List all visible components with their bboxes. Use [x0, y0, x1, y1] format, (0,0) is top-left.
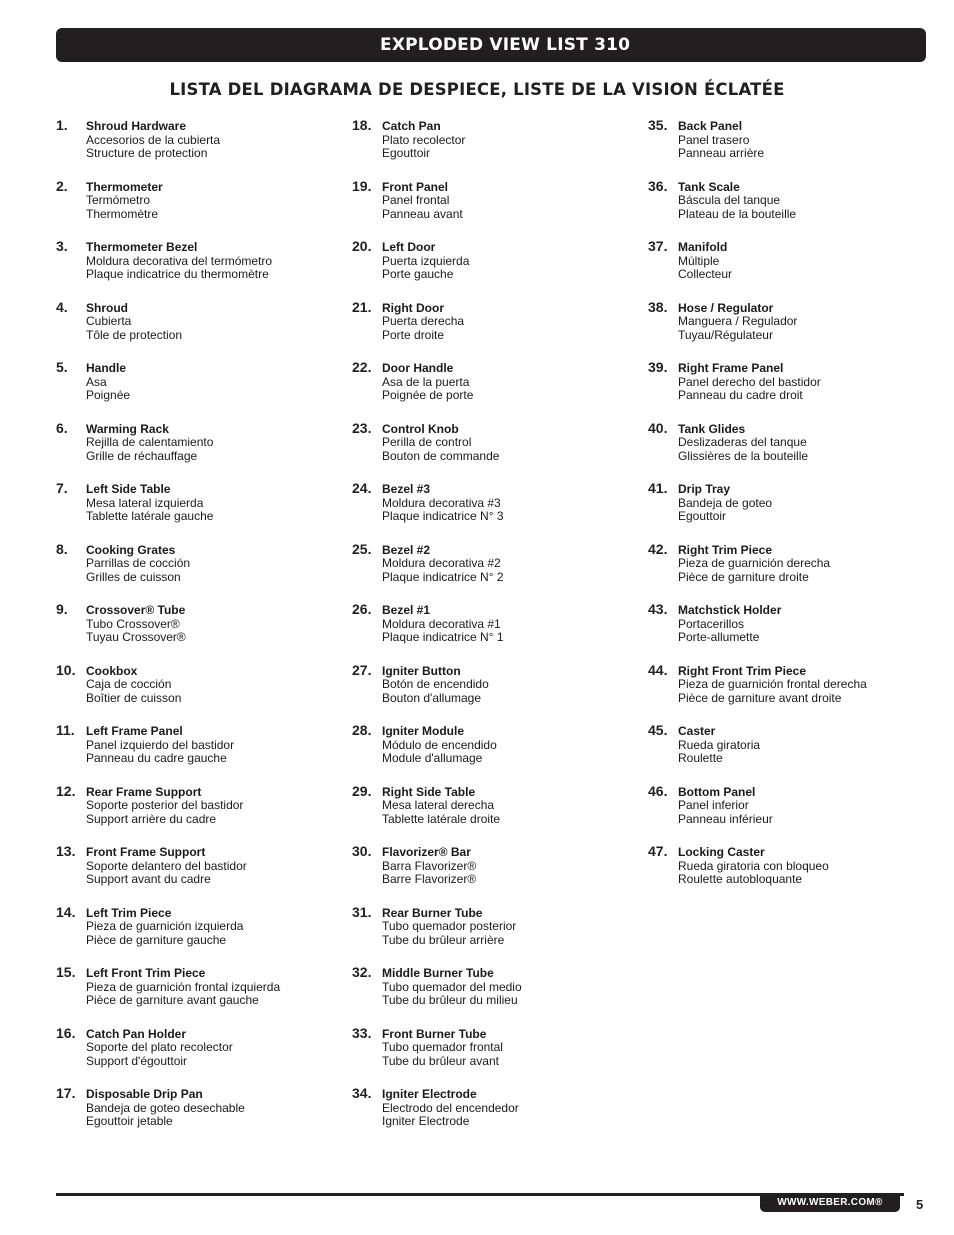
- part-names: [86, 241, 272, 282]
- part-name-fr: Boîtier de cuisson: [86, 690, 182, 705]
- part-name-fr: Egouttoir: [678, 509, 727, 523]
- part-name-es: Bandeja de goteo desechable: [86, 1100, 245, 1115]
- part-names: [678, 786, 773, 827]
- part-name-en: Cooking Grates: [86, 542, 176, 557]
- part-name-fr: Pièce de garniture avant droite: [678, 690, 842, 705]
- part-item: [56, 299, 346, 360]
- part-number: 41.: [648, 480, 668, 496]
- part-names: [382, 665, 489, 706]
- part-number: 14.: [56, 903, 76, 920]
- part-item: [352, 601, 642, 662]
- part-number: 34.: [352, 1085, 372, 1101]
- part-names: [678, 846, 829, 887]
- part-number: 12.: [56, 782, 76, 799]
- part-number: 38.: [648, 298, 668, 315]
- part-name-es: Puerta derecha: [382, 314, 465, 328]
- part-name-en: Thermometer: [86, 179, 163, 194]
- part-name-es: Parrillas de cocción: [86, 556, 191, 570]
- part-name-es: Botón de encendido: [382, 677, 489, 691]
- part-names: [86, 846, 247, 887]
- part-name-es: Tubo quemador posterior: [382, 919, 517, 933]
- part-number: 1.: [56, 117, 68, 133]
- part-number: 6.: [56, 419, 68, 436]
- part-name-fr: Poignée: [86, 388, 131, 402]
- part-name-fr: Tablette latérale gauche: [86, 509, 214, 523]
- part-number: 39.: [648, 359, 668, 375]
- part-name-en: Door Handle: [382, 361, 454, 375]
- part-names: [382, 725, 497, 766]
- part-item: [648, 480, 938, 541]
- part-names: [86, 604, 186, 645]
- part-name-fr: Bouton de commande: [382, 448, 500, 463]
- part-name-en: Left Front Trim Piece: [86, 966, 206, 980]
- part-number: 24.: [352, 480, 372, 496]
- part-number: 42.: [648, 540, 668, 557]
- part-name-es: Barra Flavorizer®: [382, 858, 477, 873]
- part-name-en: Matchstick Holder: [678, 603, 782, 617]
- part-item: [648, 238, 938, 299]
- part-number: 29.: [352, 782, 372, 799]
- part-name-fr: Plaque indicatrice N° 3: [382, 509, 504, 523]
- part-name-fr: Porte-allumette: [678, 630, 760, 644]
- part-name-fr: Tuyau Crossover®: [86, 630, 186, 644]
- part-name-es: Mesa lateral izquierda: [86, 495, 204, 510]
- part-name-en: Front Burner Tube: [382, 1026, 487, 1041]
- part-name-en: Hose / Regulator: [678, 300, 774, 315]
- part-name-en: Bottom Panel: [678, 784, 756, 799]
- part-name-fr: Structure de protection: [86, 146, 208, 160]
- part-names: [678, 302, 797, 343]
- part-number: 19.: [352, 177, 372, 194]
- part-number: 25.: [352, 540, 372, 557]
- part-names: [382, 483, 504, 524]
- part-item: [648, 178, 938, 239]
- part-name-es: Báscula del tanque: [678, 193, 781, 207]
- part-name-en: Drip Tray: [678, 482, 731, 496]
- part-name-en: Disposable Drip Pan: [86, 1087, 203, 1101]
- part-name-en: Thermometer Bezel: [86, 240, 198, 254]
- part-name-en: Handle: [86, 361, 127, 375]
- part-name-es: Moldura decorativa #1: [382, 616, 501, 631]
- part-name-es: Pieza de guarnición izquierda: [86, 919, 244, 933]
- part-name-es: Rejilla de calentamiento: [86, 435, 214, 449]
- part-name-es: Panel frontal: [382, 193, 450, 207]
- part-names: [382, 544, 504, 585]
- part-name-en: Crossover® Tube: [86, 603, 186, 617]
- part-number: 7.: [56, 480, 68, 496]
- part-names: [86, 302, 182, 343]
- part-names: [86, 120, 220, 161]
- part-number: 44.: [648, 661, 668, 678]
- part-name-fr: Igniter Electrode: [382, 1114, 470, 1128]
- part-name-fr: Tablette latérale droite: [382, 811, 501, 826]
- part-item: [648, 783, 938, 844]
- part-number: 17.: [56, 1085, 76, 1101]
- part-item: [56, 359, 346, 420]
- part-name-en: Flavorizer® Bar: [382, 845, 471, 859]
- part-name-fr: Poignée de porte: [382, 388, 474, 402]
- part-names: [382, 181, 463, 222]
- part-name-es: Tubo quemador del medio: [382, 979, 522, 994]
- part-item: [352, 783, 642, 844]
- part-name-es: Moldura decorativa del termómetro: [86, 253, 273, 268]
- part-name-fr: Plaque indicatrice N° 2: [382, 569, 504, 584]
- part-name-fr: Panneau inférieur: [678, 811, 773, 826]
- part-item: [352, 662, 642, 723]
- part-name-en: Middle Burner Tube: [382, 966, 494, 980]
- part-name-es: Mesa lateral derecha: [382, 798, 495, 812]
- part-item: [648, 359, 938, 420]
- part-number: 5.: [56, 359, 68, 375]
- part-name-fr: Collecteur: [678, 267, 733, 281]
- part-name-en: Rear Frame Support: [86, 784, 202, 799]
- part-number: 20.: [352, 238, 372, 254]
- part-names: [86, 181, 163, 222]
- part-item: [648, 299, 938, 360]
- part-name-fr: Pièce de garniture droite: [678, 569, 809, 584]
- part-number: 32.: [352, 964, 372, 980]
- part-item: [352, 238, 642, 299]
- part-number: 16.: [56, 1024, 76, 1041]
- part-name-fr: Tuyau/Régulateur: [678, 327, 773, 342]
- part-name-fr: Tube du brûleur arrière: [382, 932, 505, 947]
- part-names: [382, 786, 500, 827]
- part-item: [352, 359, 642, 420]
- part-name-fr: Tôle de protection: [86, 327, 183, 342]
- part-name-es: Tubo quemador frontal: [382, 1040, 503, 1054]
- part-name-es: Rueda giratoria con bloqueo: [678, 858, 829, 873]
- part-item: [56, 1025, 346, 1086]
- part-number: 43.: [648, 601, 668, 617]
- part-item: [352, 722, 642, 783]
- part-names: [86, 362, 130, 403]
- part-name-en: Right Front Trim Piece: [678, 663, 807, 678]
- part-name-es: Termómetro: [86, 193, 151, 207]
- part-names: [382, 967, 522, 1008]
- part-item: [648, 541, 938, 602]
- part-name-es: Portacerillos: [678, 616, 745, 631]
- part-names: [382, 1088, 519, 1129]
- part-name-fr: Module d'allumage: [382, 751, 483, 765]
- part-name-en: Warming Rack: [86, 421, 169, 436]
- part-name-es: Pieza de guarnición derecha: [678, 556, 831, 570]
- part-names: [382, 241, 469, 282]
- part-number: 31.: [352, 903, 372, 920]
- part-name-en: Cookbox: [86, 663, 138, 678]
- part-name-en: Right Frame Panel: [678, 361, 784, 375]
- part-name-en: Manifold: [678, 240, 728, 254]
- part-name-en: Catch Pan: [382, 119, 441, 133]
- part-name-fr: Pièce de garniture avant gauche: [86, 993, 259, 1007]
- part-number: 37.: [648, 238, 668, 254]
- part-number: 21.: [352, 298, 372, 315]
- part-name-es: Panel inferior: [678, 798, 749, 812]
- part-name-es: Panel izquierdo del bastidor: [86, 737, 235, 752]
- part-name-en: Shroud Hardware: [86, 119, 187, 133]
- part-names: [678, 665, 867, 706]
- part-name-fr: Panneau avant: [382, 206, 463, 221]
- part-names: [678, 483, 772, 524]
- part-item: [56, 783, 346, 844]
- part-item: [56, 480, 346, 541]
- part-number: 9.: [56, 601, 68, 617]
- footer-url-badge[interactable]: [760, 1193, 900, 1212]
- part-name-fr: Grille de réchauffage: [86, 448, 198, 463]
- part-names: [678, 120, 764, 161]
- part-number: 47.: [648, 843, 668, 859]
- part-name-en: Catch Pan Holder: [86, 1026, 187, 1041]
- part-number: 2.: [56, 177, 68, 194]
- part-item: [56, 662, 346, 723]
- part-names: [678, 544, 830, 585]
- part-item: [352, 480, 642, 541]
- part-name-fr: Porte droite: [382, 327, 445, 342]
- part-names: [86, 907, 243, 948]
- part-names: [86, 423, 213, 464]
- part-item: [352, 964, 642, 1025]
- part-name-fr: Support d'égouttoir: [86, 1053, 188, 1068]
- part-number: 35.: [648, 117, 668, 133]
- part-item: [56, 238, 346, 299]
- part-item: [56, 904, 346, 965]
- part-name-en: Shroud: [86, 300, 128, 315]
- part-number: 28.: [352, 722, 372, 738]
- part-name-fr: Plaque indicatrice du thermomètre: [86, 267, 269, 281]
- part-name-en: Left Frame Panel: [86, 724, 183, 738]
- part-name-fr: Roulette autobloquante: [678, 872, 803, 886]
- part-name-es: Panel derecho del bastidor: [678, 374, 821, 389]
- part-item: [56, 178, 346, 239]
- part-name-en: Bezel #3: [382, 482, 431, 496]
- part-names: [86, 967, 280, 1008]
- part-name-es: Pieza de guarnición frontal derecha: [678, 677, 867, 691]
- part-names: [678, 604, 781, 645]
- part-number: 45.: [648, 722, 668, 738]
- part-item: [56, 964, 346, 1025]
- part-name-fr: Plateau de la bouteille: [678, 206, 797, 221]
- part-item: [352, 117, 642, 178]
- part-name-es: Accesorios de la cubierta: [86, 132, 221, 147]
- part-name-es: Bandeja de goteo: [678, 495, 773, 510]
- part-name-en: Bezel #1: [382, 603, 431, 617]
- part-number: 30.: [352, 843, 372, 859]
- part-name-en: Rear Burner Tube: [382, 905, 483, 920]
- part-name-es: Módulo de encendido: [382, 737, 497, 752]
- part-name-fr: Support arrière du cadre: [86, 811, 217, 826]
- part-names: [678, 181, 796, 222]
- part-name-fr: Barre Flavorizer®: [382, 872, 477, 886]
- part-item: [352, 299, 642, 360]
- section-title-bar: [56, 28, 926, 62]
- part-name-es: Perilla de control: [382, 435, 472, 449]
- part-name-fr: Panneau du cadre droit: [678, 388, 803, 402]
- part-item: [56, 1085, 346, 1146]
- part-name-es: Soporte del plato recolector: [86, 1040, 233, 1054]
- part-names: [86, 483, 213, 524]
- page-number: 5: [916, 1197, 924, 1212]
- part-name-es: Electrodo del encendedor: [382, 1100, 519, 1115]
- part-number: 22.: [352, 359, 372, 375]
- part-name-fr: Porte gauche: [382, 267, 454, 281]
- part-name-fr: Egouttoir: [382, 146, 431, 160]
- part-name-es: Plato recolector: [382, 132, 466, 147]
- part-name-fr: Glissières de la bouteille: [678, 448, 809, 463]
- part-name-fr: Pièce de garniture gauche: [86, 932, 227, 947]
- part-name-en: Back Panel: [678, 119, 743, 133]
- part-names: [382, 604, 504, 645]
- parts-column-3: [648, 117, 938, 904]
- part-names: [86, 665, 181, 706]
- part-name-en: Tank Glides: [678, 421, 746, 436]
- part-name-fr: Egouttoir jetable: [86, 1114, 173, 1128]
- part-number: 4.: [56, 298, 68, 315]
- part-name-en: Left Door: [382, 240, 436, 254]
- part-number: 40.: [648, 419, 668, 436]
- part-name-en: Igniter Module: [382, 724, 464, 738]
- part-names: [382, 907, 516, 948]
- part-number: 26.: [352, 601, 372, 617]
- part-names: [86, 544, 190, 585]
- parts-column-1: [56, 117, 346, 1146]
- part-name-fr: Support avant du cadre: [86, 872, 211, 886]
- part-name-es: Cubierta: [86, 314, 132, 328]
- part-item: [56, 541, 346, 602]
- part-item: [352, 1025, 642, 1086]
- part-name-es: Soporte delantero del bastidor: [86, 858, 247, 873]
- part-item: [648, 117, 938, 178]
- footer-url[interactable]: WWW.WEBER.COM®: [777, 1197, 883, 1208]
- part-item: [56, 420, 346, 481]
- part-name-en: Igniter Button: [382, 663, 461, 678]
- part-name-es: Pieza de guarnición frontal izquierda: [86, 979, 281, 994]
- part-number: 8.: [56, 540, 68, 557]
- part-name-fr: Grilles de cuisson: [86, 569, 181, 584]
- part-names: [678, 241, 732, 282]
- part-name-en: Left Side Table: [86, 482, 171, 496]
- part-names: [86, 786, 243, 827]
- part-item: [352, 541, 642, 602]
- page-title: EXPLODED VIEW LIST 310: [380, 35, 631, 55]
- part-name-es: Puerta izquierda: [382, 253, 470, 268]
- part-names: [678, 362, 821, 403]
- part-item: [56, 843, 346, 904]
- part-name-es: Deslizaderas del tanque: [678, 435, 807, 449]
- part-number: 11.: [56, 722, 75, 738]
- part-name-en: Front Frame Support: [86, 845, 206, 859]
- part-names: [86, 1028, 233, 1069]
- part-names: [382, 423, 499, 464]
- part-name-en: Left Trim Piece: [86, 905, 172, 920]
- part-name-en: Tank Scale: [678, 179, 740, 194]
- part-item: [648, 601, 938, 662]
- part-item: [648, 843, 938, 904]
- part-item: [56, 722, 346, 783]
- part-name-es: Rueda giratoria: [678, 737, 761, 752]
- part-names: [86, 725, 234, 766]
- part-name-en: Front Panel: [382, 179, 449, 194]
- part-name-fr: Thermomètre: [86, 206, 159, 221]
- part-name-es: Tubo Crossover®: [86, 616, 180, 631]
- part-name-en: Right Door: [382, 300, 444, 315]
- part-names: [382, 846, 476, 887]
- part-item: [352, 420, 642, 481]
- part-name-es: Asa: [86, 374, 107, 389]
- part-item: [352, 904, 642, 965]
- part-name-fr: Panneau arrière: [678, 146, 765, 160]
- part-item: [352, 1085, 642, 1146]
- part-names: [678, 725, 760, 766]
- part-item: [648, 722, 938, 783]
- part-item: [648, 420, 938, 481]
- part-name-es: Moldura decorativa #2: [382, 556, 501, 570]
- part-names: [86, 1088, 245, 1129]
- part-number: 46.: [648, 782, 668, 799]
- part-name-fr: Tube du brûleur du milieu: [382, 993, 518, 1007]
- part-number: 18.: [352, 117, 372, 133]
- part-names: [382, 302, 464, 343]
- part-name-es: Soporte posterior del bastidor: [86, 798, 244, 812]
- part-names: [382, 362, 473, 403]
- part-name-es: Manguera / Regulador: [678, 314, 798, 328]
- part-item: [648, 662, 938, 723]
- part-number: 10.: [56, 661, 76, 678]
- part-number: 23.: [352, 419, 372, 436]
- part-names: [382, 1028, 503, 1069]
- part-name-en: Right Trim Piece: [678, 542, 773, 557]
- part-number: 3.: [56, 238, 68, 254]
- part-name-fr: Plaque indicatrice N° 1: [382, 630, 504, 644]
- part-name-es: Panel trasero: [678, 132, 750, 147]
- part-item: [352, 178, 642, 239]
- part-name-en: Caster: [678, 724, 716, 738]
- part-item: [56, 601, 346, 662]
- parts-column-2: [352, 117, 642, 1146]
- part-name-en: Igniter Electrode: [382, 1087, 477, 1101]
- part-number: 15.: [56, 964, 76, 980]
- part-names: [382, 120, 465, 161]
- part-name-fr: Roulette: [678, 751, 723, 765]
- part-number: 33.: [352, 1024, 372, 1041]
- part-name-fr: Bouton d'allumage: [382, 690, 482, 705]
- part-item: [352, 843, 642, 904]
- part-number: 27.: [352, 661, 372, 678]
- part-names: [678, 423, 808, 464]
- part-name-en: Bezel #2: [382, 542, 431, 557]
- part-number: 13.: [56, 843, 76, 859]
- part-name-fr: Panneau du cadre gauche: [86, 751, 227, 765]
- part-number: 36.: [648, 177, 668, 194]
- part-name-en: Control Knob: [382, 421, 459, 436]
- part-name-fr: Tube du brûleur avant: [382, 1053, 499, 1068]
- part-name-es: Moldura decorativa #3: [382, 495, 501, 510]
- page-subtitle: LISTA DEL DIAGRAMA DE DESPIECE, LISTE DE LA VISION ÉCLATÉE: [169, 80, 785, 99]
- part-name-en: Locking Caster: [678, 845, 765, 859]
- part-name-en: Right Side Table: [382, 784, 476, 799]
- part-item: [56, 117, 346, 178]
- part-name-es: Asa de la puerta: [382, 374, 470, 389]
- part-name-es: Múltiple: [678, 253, 720, 268]
- part-name-es: Caja de cocción: [86, 677, 172, 691]
